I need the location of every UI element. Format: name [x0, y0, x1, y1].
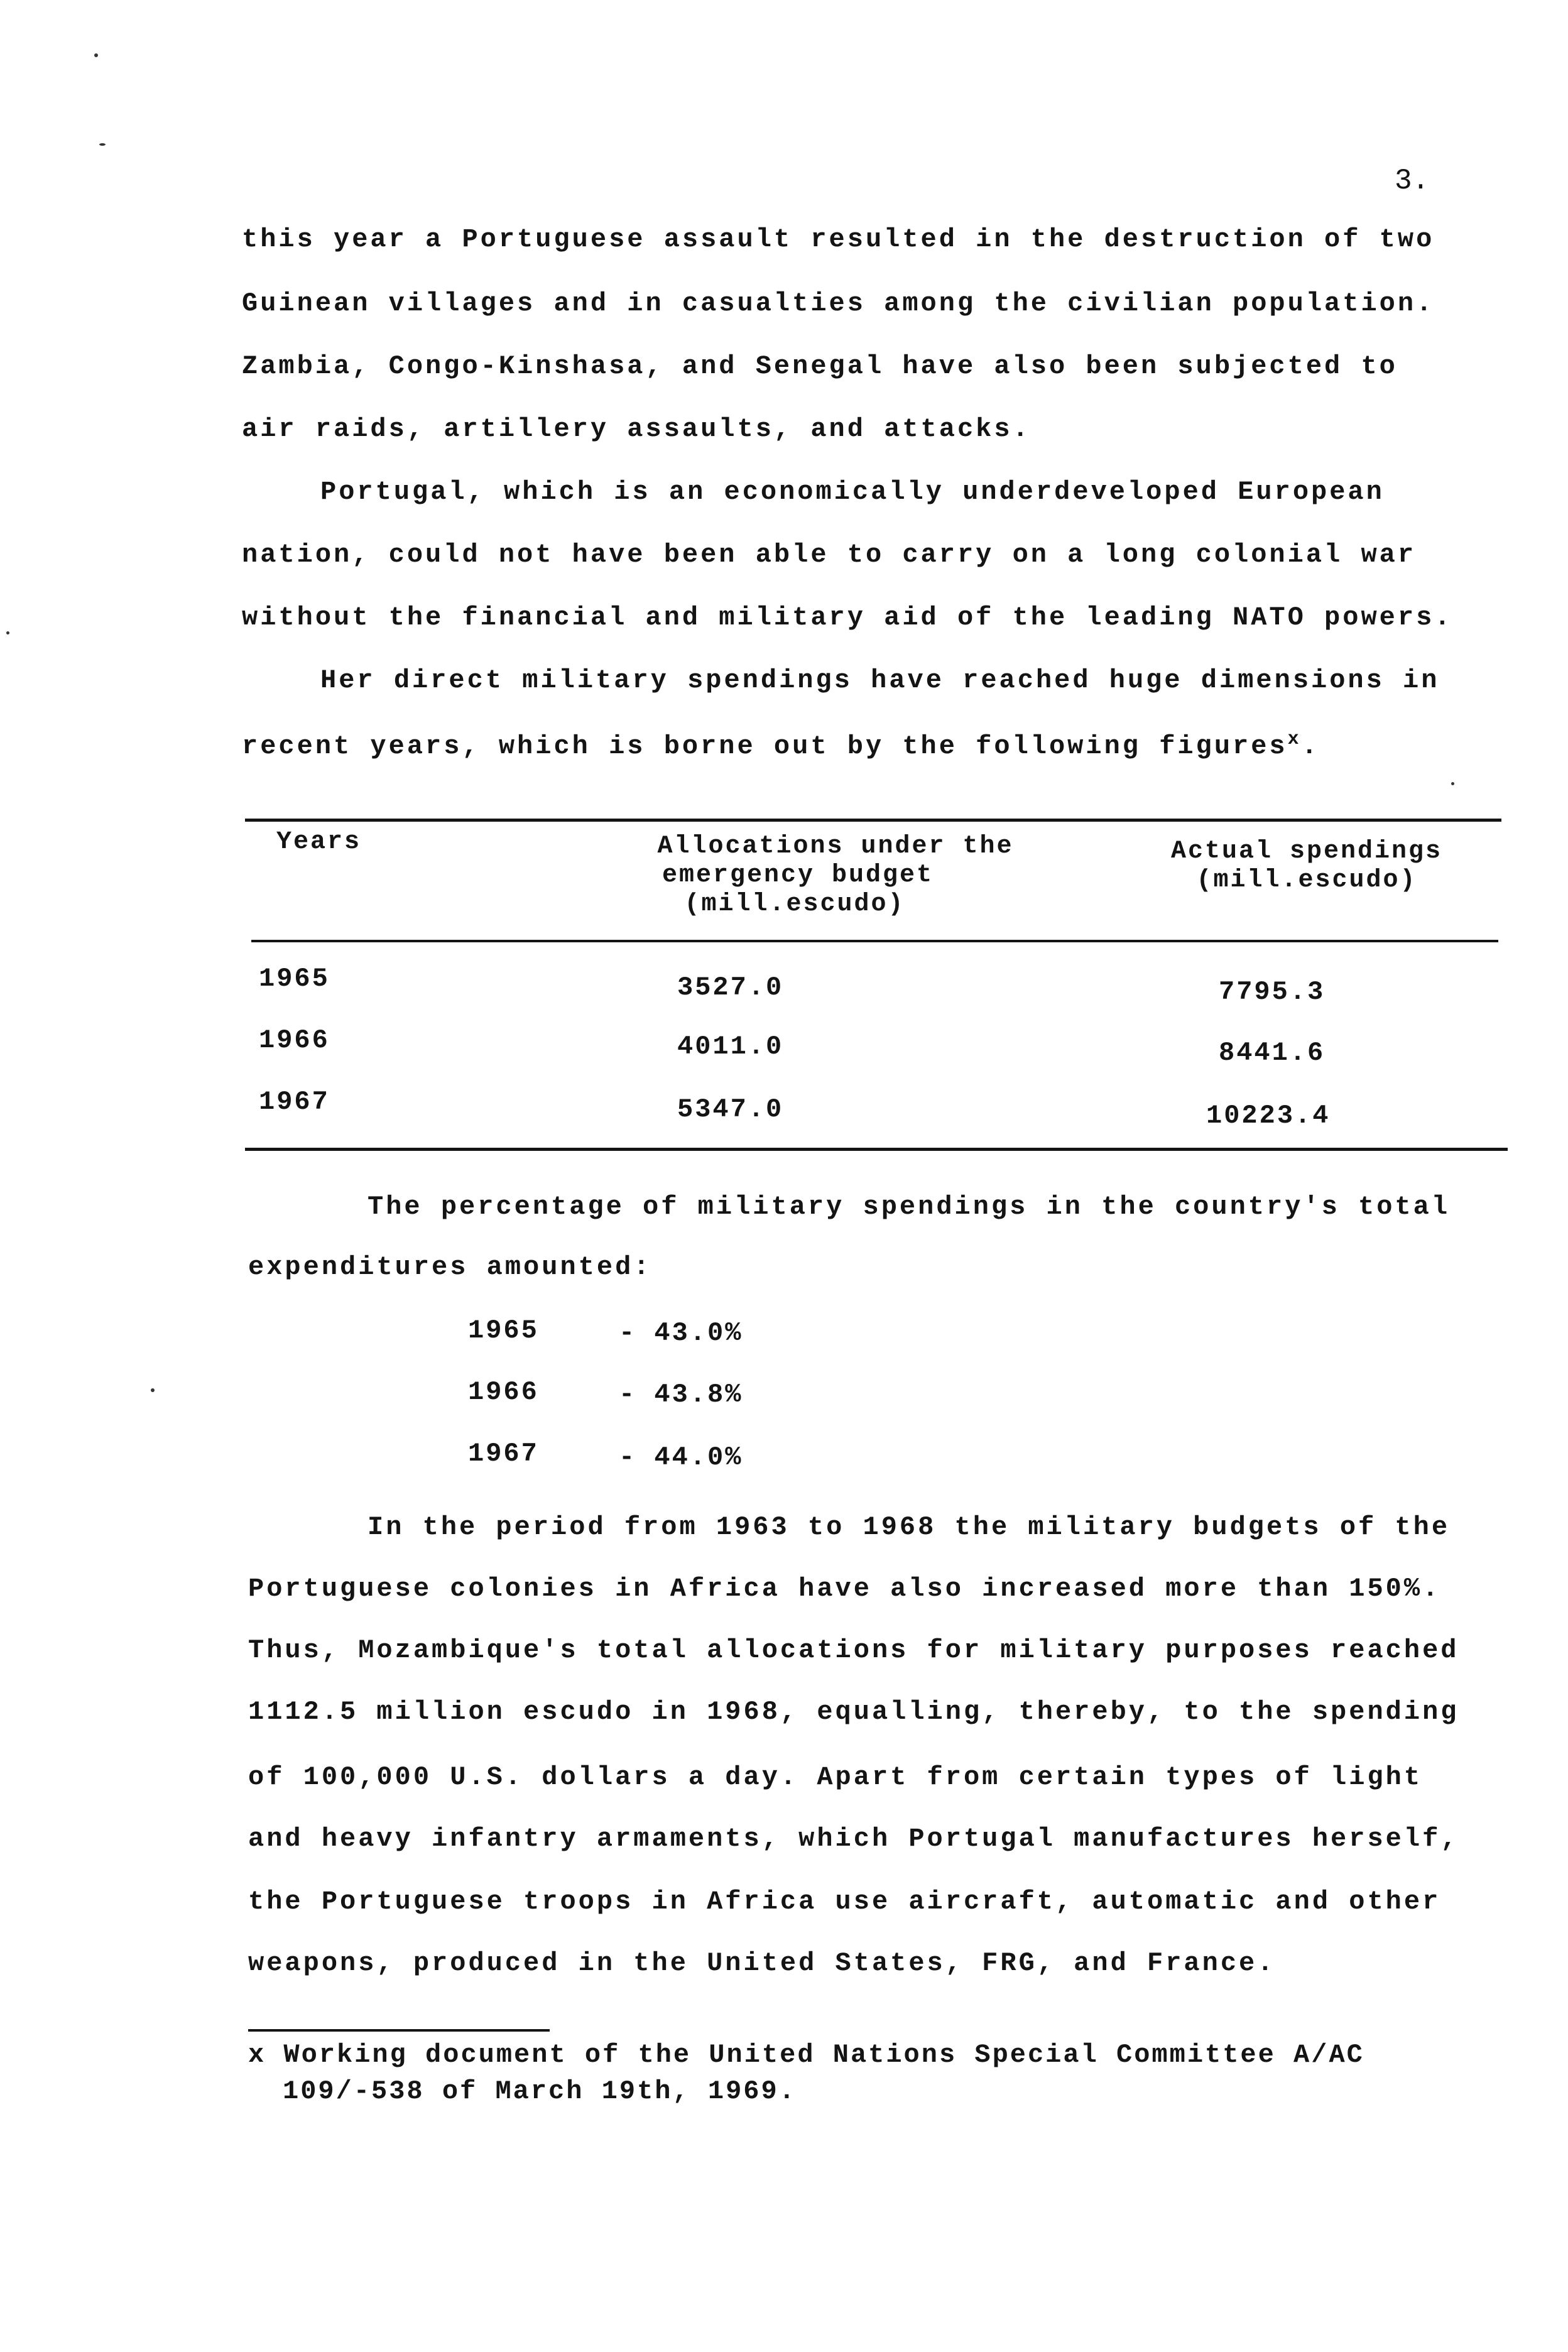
paragraph3-text: recent years, which is borne out by the following figures [242, 731, 1288, 761]
percentage-year: 1967 [468, 1439, 539, 1469]
paragraph4-line: Portuguese colonies in Africa have also increased more than 150%. [248, 1574, 1441, 1604]
footnote-rule [248, 2029, 550, 2032]
paragraph3-line [242, 730, 1320, 760]
table-cell-year: 1966 [259, 1025, 330, 1055]
table-cell-actual: 10223.4 [1206, 1101, 1331, 1131]
paragraph2-line: without the financial and military aid of the leading NATO powers. [242, 602, 1453, 633]
paragraph4-line: of 100,000 U.S. dollars a day. Apart from certain types of light [248, 1762, 1423, 1792]
percentage-intro-line: expenditures amounted: [248, 1252, 652, 1282]
table-cell-actual: 8441.6 [1219, 1038, 1326, 1068]
table-cell-allocation: 5347.0 [677, 1094, 784, 1124]
paragraph1-line: air raids, artillery assaults, and attacks. [242, 414, 1031, 444]
percentage-value: - 44.0% [619, 1442, 743, 1473]
paragraph4-line: the Portuguese troops in Africa use aircraft, automatic and other [248, 1886, 1441, 1917]
scan-speck [99, 143, 106, 146]
table-header-allocations-line: Allocations under the [657, 832, 1014, 861]
table-bottom-rule [245, 1148, 1508, 1151]
footnote-line: x Working document of the United Nations Special Committee A/AC [248, 2040, 1364, 2070]
table-cell-allocation: 3527.0 [677, 972, 784, 1003]
table-header-allocations-line: emergency budget [662, 861, 934, 890]
paragraph2-line: Portugal, which is an economically underdeveloped European [320, 477, 1385, 507]
table-header-allocations-line: (mill.escudo) [684, 890, 905, 918]
scan-speck [1451, 782, 1454, 785]
table-cell-actual: 7795.3 [1219, 977, 1326, 1007]
paragraph1-line: this year a Portuguese assault resulted in the destruction of two [242, 224, 1435, 254]
percentage-intro-line: The percentage of military spendings in the country's total [368, 1192, 1451, 1222]
paragraph4-line: 1112.5 million escudo in 1968, equalling, thereby, to the spending [248, 1697, 1459, 1727]
footnote-line: 109/-538 of March 19th, 1969. [283, 2076, 797, 2106]
percentage-year: 1965 [468, 1315, 539, 1346]
paragraph2-line: nation, could not have been able to carry on a long colonial war [242, 540, 1417, 570]
paragraph4-line: Thus, Mozambique's total allocations for military purposes reached [248, 1635, 1459, 1665]
paragraph3-line: Her direct military spendings have reached huge dimensions in [320, 665, 1440, 695]
percentage-year: 1966 [468, 1377, 539, 1407]
paragraph1-line: Guinean villages and in casualties among the civilian population. [242, 288, 1435, 318]
paragraph4-line: weapons, produced in the United States, FRG, and France. [248, 1948, 1276, 1978]
percentage-value: - 43.0% [619, 1318, 743, 1348]
footnote-mark: x [1287, 729, 1302, 750]
table-header-actual [1131, 837, 1483, 895]
scan-speck [94, 53, 98, 57]
scan-speck [151, 1388, 155, 1392]
table-header-actual-line: (mill.escudo) [1196, 866, 1417, 895]
table-header-years: Years [276, 828, 362, 856]
paragraph4-line: In the period from 1963 to 1968 the military budgets of the [368, 1512, 1451, 1542]
scan-speck [6, 631, 9, 634]
paragraph1-line: Zambia, Congo-Kinshasa, and Senegal have also been subjected to [242, 351, 1398, 381]
page-number: 3. [1395, 165, 1430, 197]
table-header-allocations [565, 832, 1068, 919]
table-cell-year: 1965 [259, 964, 330, 994]
percentage-value: - 43.8% [619, 1380, 743, 1410]
table-header-rule [251, 940, 1498, 942]
table-cell-year: 1967 [259, 1087, 330, 1117]
table-top-rule [245, 819, 1501, 822]
paragraph4-line: and heavy infantry armaments, which Portugal manufactures herself, [248, 1824, 1459, 1854]
paragraph3-period: . [1301, 731, 1320, 761]
table-cell-allocation: 4011.0 [677, 1032, 784, 1062]
table-header-actual-line: Actual spendings [1170, 837, 1443, 866]
